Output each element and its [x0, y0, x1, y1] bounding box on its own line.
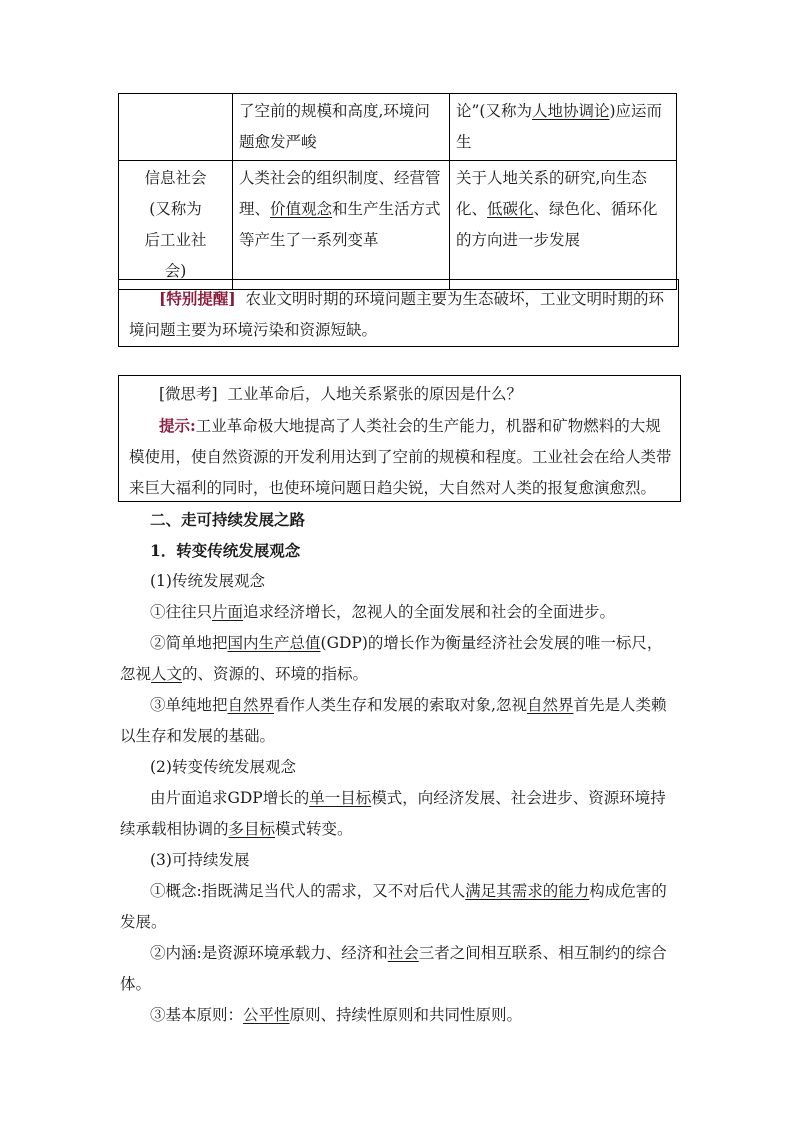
paragraph: ③基本原则：公平性原则、持续性原则和共同性原则。	[150, 1006, 523, 1024]
table-cell: 信息社会(又称为后工业社会)	[119, 161, 233, 290]
paragraph: ①往往只片面追求经济增长，忽视人的全面发展和社会的全面进步。	[150, 603, 616, 621]
table-cell: 了空前的规模和高度,环境问题愈发严峻	[233, 94, 450, 161]
table-row	[119, 161, 677, 290]
paragraph: ③单纯地把自然界看作人类生存和发展的索取对象,忽视自然界首先是人类赖以生存和发展的基础。	[120, 696, 667, 745]
development-stage-table	[118, 93, 677, 290]
paragraph: ②简单地把国内生产总值(GDP)的增长作为衡量经济社会发展的唯一标尺，忽视人文的、资源的、环境的指标。	[120, 634, 663, 683]
micro-think-box	[118, 375, 681, 502]
paragraph: (3)可持续发展	[150, 851, 250, 869]
paragraph: ①概念:指既满足当代人的需求，又不对后代人满足其需求的能力构成危害的发展。	[120, 882, 667, 931]
paragraph: (2)转变传统发展观念	[150, 758, 296, 776]
think-question: 工业革命后，人地关系紧张的原因是什么？	[227, 385, 522, 403]
table-cell: 人类社会的组织制度、经营管理、价值观念和生产生活方式等产生了一系列变革	[233, 161, 450, 290]
think-label: [微思考]	[159, 385, 218, 403]
subsection-heading: 1．转变传统发展观念	[150, 541, 301, 560]
tip-label: [特别提醒]	[159, 289, 236, 308]
tip-text: 农业文明时期的环境问题主要为生态破坏，工业文明时期的环境问题主要为环境污染和资源短缺。	[129, 290, 665, 339]
paragraph: ②内涵:是资源环境承载力、经济和社会三者之间相互联系、相互制约的综合体。	[120, 944, 667, 993]
section-heading: 二、走可持续发展之路	[150, 510, 306, 529]
hint-text: 工业革命极大地提高了人类社会的生产能力，机器和矿物燃料的大规模使用，使自然资源的开发利用达到了空前的规模和程度。工业社会在给人类带来巨大福利的同时，也使环境问题日趋尖锐，大自然对人类的报复愈演愈烈。	[129, 417, 672, 497]
table-cell: 论”(又称为人地协调论)应运而生	[450, 94, 677, 161]
paragraph: 由片面追求GDP增长的单一目标模式，向经济发展、社会进步、资源环境持续承载相协调的多目标模式转变。	[120, 789, 666, 838]
table-cell: 关于人地关系的研究,向生态化、低碳化、绿色化、循环化的方向进一步发展	[450, 161, 677, 290]
table-cell	[119, 94, 233, 161]
table-row	[119, 94, 677, 161]
special-tip-box	[118, 279, 679, 347]
paragraph: (1)传统发展观念	[150, 572, 265, 590]
hint-label: 提示:	[159, 416, 196, 435]
